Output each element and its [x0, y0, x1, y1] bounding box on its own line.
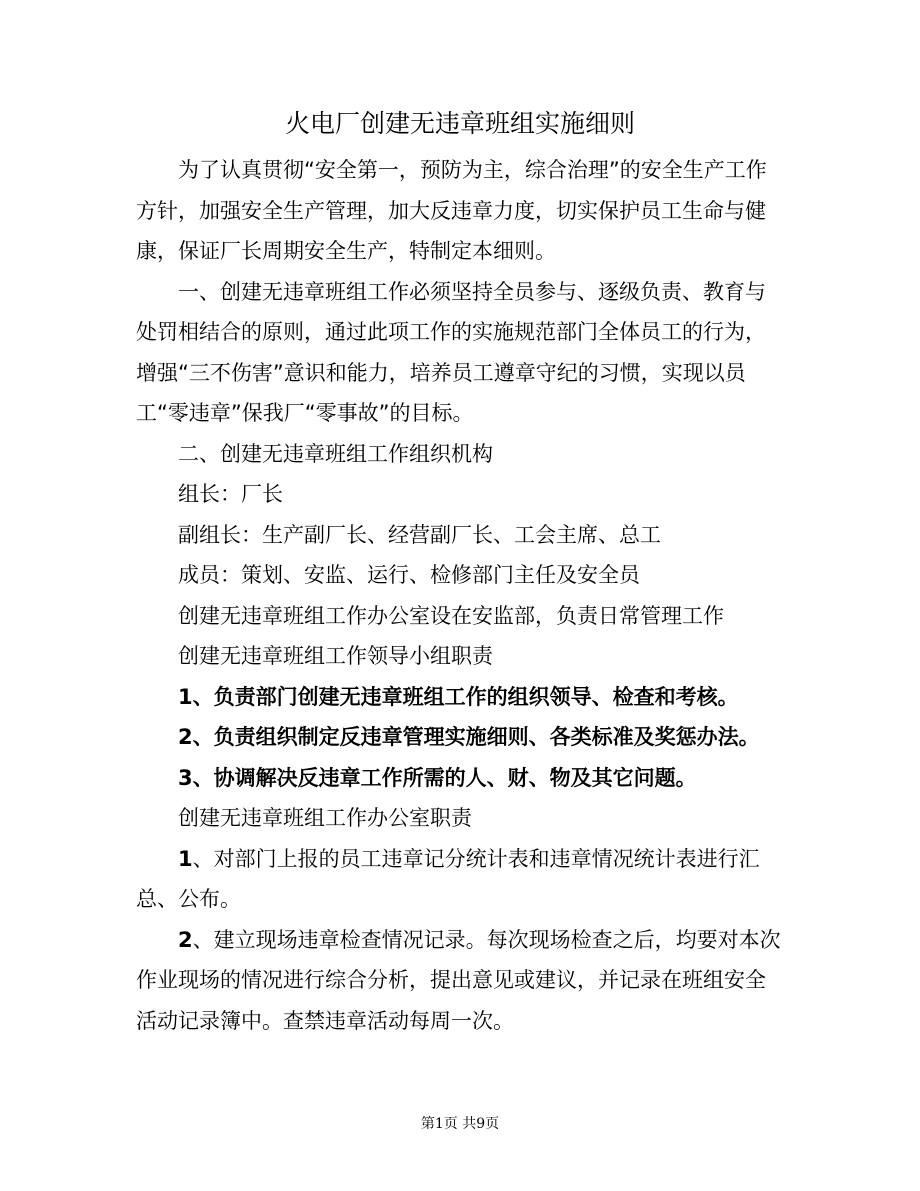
office-duties-heading: 创建无违章班组工作办公室职责 [178, 806, 472, 830]
office-duty-1-number: 1 [178, 846, 193, 871]
deputy-leader-line: 副组长：生产副厂长、经营副厂长、工会主席、总工 [178, 522, 661, 547]
office-duty-2-text: 、建立现场违章检查情况记录。每次现场检查之后，均要对本次作业现场的情况进行综合分析，提出意见或建议，并记录在班组安全活动记录簿中。查禁违章活动每周一次。 [136, 927, 781, 1033]
leadership-duty-2: 2、负责组织制定反违章管理实施细则、各类标准及奖惩办法。 [178, 725, 760, 749]
office-duty-2 [136, 920, 786, 1042]
leadership-duty-1: 1、负责部门创建无违章班组工作的组织领导、检查和考核。 [178, 684, 739, 709]
office-duty-1-text: 、对部门上报的员工违章记分统计表和违章情况统计表进行汇总、公布。 [136, 846, 760, 911]
office-duty-1 [136, 839, 786, 920]
intro-paragraph: 为了认真贯彻“安全第一，预防为主，综合治理”的安全生产工作方针，加强安全生产管理，加大反违章力度，切实保护员工生命与健康，保证厂长周期安全生产，特制定本细则。 [136, 158, 767, 263]
document-title: 火电厂创建无违章班组实施细则 [284, 109, 635, 138]
leadership-duties-heading: 创建无违章班组工作领导小组职责 [178, 644, 493, 668]
leadership-duty-3: 3、协调解决反违章工作所需的人、财、物及其它问题。 [178, 765, 697, 790]
leader-line: 组长：厂长 [178, 482, 283, 506]
members-line: 成员：策划、安监、运行、检修部门主任及安全员 [178, 563, 640, 587]
office-line: 创建无违章班组工作办公室设在安监部，负责日常管理工作 [178, 603, 724, 628]
section-two-heading: 二、创建无违章班组工作组织机构 [178, 441, 493, 466]
office-duty-2-number: 2 [178, 927, 193, 952]
page-footer: 第1页 共9页 [420, 1116, 500, 1132]
section-one-paragraph: 一、创建无违章班组工作必须坚持全员参与、逐级负责、教育与处罚相结合的原则，通过此项工作的实施规范部门全体员工的行为，增强“三不伤害”意识和能力，培养员工遵章守纪的习惯，实现以员工“零违章”保我厂“零事故”的目标。 [136, 279, 766, 425]
document-body [136, 150, 786, 1041]
